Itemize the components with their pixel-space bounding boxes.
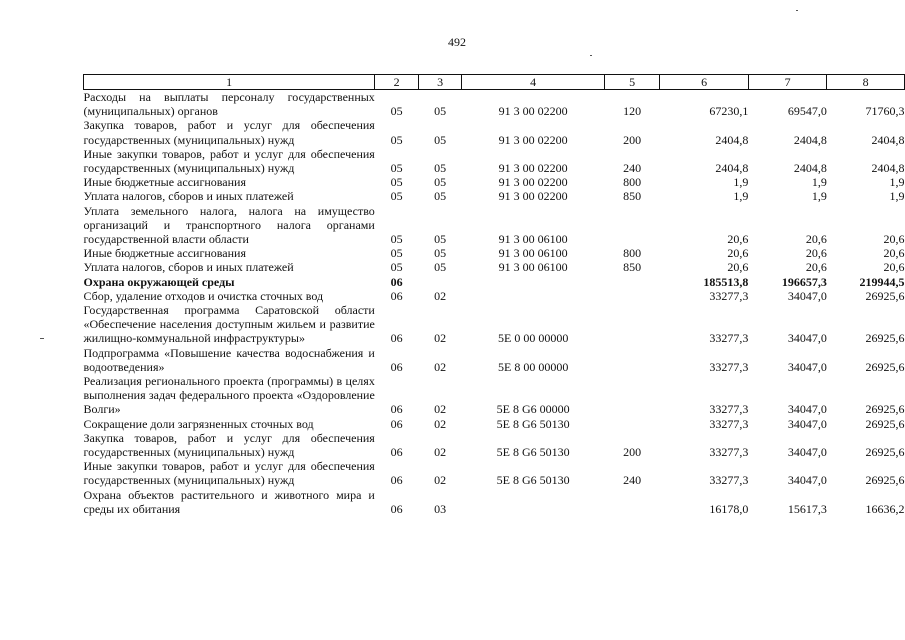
row-name: Сокращение доли загрязненных сточных вод [83, 416, 314, 431]
table-row [84, 289, 905, 303]
table-row [84, 175, 905, 189]
row-amount-year1: 20,6 [727, 246, 749, 261]
row-amount-year2: 20,6 [805, 260, 827, 275]
row-amount-year3: 2404,8 [871, 161, 905, 176]
row-amount-year2: 20,6 [805, 246, 827, 261]
row-amount-year1: 33277,3 [709, 359, 749, 374]
row-name: Иные бюджетные ассигнования [83, 175, 246, 190]
row-subsection: 03 [434, 501, 447, 516]
row-name: Уплата налогов, сборов и иных платежей [83, 189, 294, 204]
table-row [84, 204, 905, 247]
header-cell-7: 7 [748, 75, 827, 90]
row-amount-year2: 20,6 [805, 232, 827, 247]
row-amount-year2: 15617,3 [787, 501, 827, 516]
row-expense-type: 240 [623, 473, 642, 488]
row-subsection: 05 [434, 132, 447, 147]
row-expense-type [604, 289, 659, 303]
row-target-article: 91 3 00 02200 [498, 104, 568, 119]
row-target-article: 91 3 00 06100 [498, 246, 568, 261]
row-expense-type: 120 [623, 104, 642, 119]
row-expense-type [604, 374, 659, 417]
header-cell-4: 4 [462, 75, 604, 90]
row-subsection: 05 [434, 260, 447, 275]
row-name: Уплата земельного налога, налога на имущество организаций и транспортного налога органами государственной власти области [83, 203, 375, 247]
row-amount-year3: 1,9 [889, 189, 905, 204]
row-amount-year1: 33277,3 [709, 473, 749, 488]
row-name: Охрана окружающей среды [83, 274, 235, 289]
row-target-article: 5Е 8 G6 50130 [496, 445, 570, 460]
row-subsection: 05 [434, 232, 447, 247]
row-name: Иные закупки товаров, работ и услуг для обеспечения государственных (муниципальных) нужд [83, 146, 375, 176]
header-cell-1: 1 [84, 75, 375, 90]
row-amount-year1: 1,9 [733, 175, 749, 190]
table-row [84, 459, 905, 487]
row-expense-type [604, 303, 659, 346]
row-name: Иные закупки товаров, работ и услуг для обеспечения государственных (муниципальных) нужд [83, 459, 375, 488]
row-amount-year2: 1,9 [811, 189, 827, 204]
row-subsection: 05 [434, 104, 447, 119]
table-body [84, 90, 905, 517]
row-target-article: 91 3 00 02200 [498, 175, 568, 190]
row-expense-type: 200 [623, 132, 642, 147]
row-amount-year3: 20,6 [883, 246, 905, 261]
row-target-article: 5Е 8 00 00000 [498, 359, 569, 374]
row-subsection: 02 [434, 402, 447, 417]
row-amount-year2: 2404,8 [793, 132, 827, 147]
row-section: 06 [390, 359, 403, 374]
row-amount-year1: 185513,8 [703, 274, 749, 289]
table-row [84, 147, 905, 175]
row-target-article: 91 3 00 02200 [498, 132, 568, 147]
row-target-article: 91 3 00 02200 [498, 189, 568, 204]
row-name: Сбор, удаление отходов и очистка сточных вод [83, 288, 324, 303]
table-row [84, 260, 905, 274]
row-section: 06 [390, 416, 403, 431]
table-row [84, 189, 905, 203]
row-target-article [462, 488, 604, 516]
row-section: 06 [390, 445, 403, 460]
row-target-article: 91 3 00 06100 [498, 232, 568, 247]
row-expense-type [604, 488, 659, 516]
row-target-article: 5Е 8 G6 50130 [496, 473, 570, 488]
row-name: Реализация регионального проекта (программы) в целях выполнения задач федерального проекта «Оздоровление Волги» [83, 374, 375, 417]
table-header-row [84, 75, 905, 90]
row-amount-year3: 26925,6 [865, 288, 905, 303]
row-subsection: 05 [434, 161, 447, 176]
row-section: 05 [390, 189, 403, 204]
row-amount-year3: 20,6 [883, 260, 905, 275]
row-amount-year2: 34047,0 [787, 359, 827, 374]
table-row [84, 246, 905, 260]
row-amount-year1: 33277,3 [709, 416, 749, 431]
row-name: Подпрограмма «Повышение качества водоснабжения и водоотведения» [83, 345, 375, 374]
row-amount-year2: 34047,0 [787, 416, 827, 431]
row-amount-year3: 1,9 [889, 175, 905, 190]
row-expense-type [604, 204, 659, 247]
row-subsection: 02 [434, 416, 447, 431]
row-section: 06 [390, 274, 403, 289]
row-target-article: 91 3 00 02200 [498, 161, 568, 176]
row-amount-year2: 34047,0 [787, 402, 827, 417]
row-amount-year2: 2404,8 [793, 161, 827, 176]
row-amount-year3: 16636,2 [865, 501, 905, 516]
row-expense-type: 200 [623, 445, 642, 460]
row-expense-type: 800 [623, 246, 642, 261]
row-amount-year3: 26925,6 [865, 359, 905, 374]
row-expense-type [604, 275, 659, 289]
row-amount-year1: 1,9 [733, 189, 749, 204]
row-section: 05 [390, 246, 403, 261]
row-subsection: 05 [434, 246, 447, 261]
row-name: Закупка товаров, работ и услуг для обеспечения государственных (муниципальных) нужд [83, 430, 375, 460]
row-amount-year1: 67230,1 [709, 104, 749, 119]
row-amount-year2: 1,9 [811, 175, 827, 190]
row-name: Расходы на выплаты персоналу государственных (муниципальных) органов [83, 90, 375, 119]
row-amount-year3: 26925,6 [865, 402, 905, 417]
page-number: 492 [448, 35, 466, 49]
scan-speck [40, 338, 44, 339]
row-amount-year2: 69547,0 [787, 104, 827, 119]
header-cell-8: 8 [827, 75, 905, 90]
header-cell-3: 3 [418, 75, 462, 90]
table-row [84, 118, 905, 146]
table-row [84, 275, 905, 289]
row-subsection: 05 [434, 189, 447, 204]
row-amount-year2: 34047,0 [787, 288, 827, 303]
table-row [84, 303, 905, 346]
row-expense-type [604, 417, 659, 431]
header-cell-2: 2 [375, 75, 419, 90]
row-amount-year3: 71760,3 [865, 104, 905, 119]
header-cell-6: 6 [660, 75, 748, 90]
table-row [84, 346, 905, 374]
row-amount-year1: 33277,3 [709, 288, 749, 303]
row-amount-year2: 34047,0 [787, 331, 827, 346]
row-amount-year1: 20,6 [727, 260, 749, 275]
row-expense-type: 240 [623, 161, 642, 176]
row-name: Охрана объектов растительного и животного мира и среды их обитания [83, 487, 375, 516]
row-amount-year3: 20,6 [883, 232, 905, 247]
row-section: 06 [390, 501, 403, 516]
row-section: 05 [390, 175, 403, 190]
table-row [84, 90, 905, 119]
scan-speck [796, 10, 798, 11]
row-section: 05 [390, 232, 403, 247]
row-amount-year3: 2404,8 [871, 132, 905, 147]
row-subsection: 02 [434, 331, 447, 346]
row-section: 06 [390, 473, 403, 488]
row-amount-year2: 196657,3 [781, 274, 827, 289]
row-amount-year1: 20,6 [727, 232, 749, 247]
row-amount-year1: 2404,8 [715, 132, 749, 147]
row-expense-type: 800 [623, 175, 642, 190]
table-row [84, 431, 905, 459]
row-expense-type: 850 [623, 189, 642, 204]
row-amount-year3: 219944,5 [859, 274, 905, 289]
row-amount-year2: 34047,0 [787, 445, 827, 460]
row-section: 06 [390, 331, 403, 346]
row-amount-year2: 34047,0 [787, 473, 827, 488]
row-section: 05 [390, 132, 403, 147]
row-expense-type: 850 [623, 260, 642, 275]
row-amount-year3: 26925,6 [865, 473, 905, 488]
table-row [84, 488, 905, 516]
row-name: Иные бюджетные ассигнования [83, 246, 246, 261]
row-subsection: 02 [434, 359, 447, 374]
row-subsection [418, 275, 462, 289]
row-subsection: 02 [434, 288, 447, 303]
row-subsection: 02 [434, 473, 447, 488]
row-amount-year3: 26925,6 [865, 331, 905, 346]
row-amount-year1: 2404,8 [715, 161, 749, 176]
row-section: 05 [390, 104, 403, 119]
row-amount-year3: 26925,6 [865, 416, 905, 431]
row-amount-year3: 26925,6 [865, 445, 905, 460]
row-name: Государственная программа Саратовской области «Обеспечение населения доступным жильем и развитие жилищно-коммунальной инфраструктуры» [83, 303, 375, 346]
row-name: Закупка товаров, работ и услуг для обеспечения государственных (муниципальных) нужд [83, 118, 375, 147]
row-section: 06 [390, 402, 403, 417]
row-subsection: 02 [434, 445, 447, 460]
row-amount-year1: 33277,3 [709, 331, 749, 346]
table-row [84, 374, 905, 417]
row-target-article: 5Е 0 00 00000 [498, 331, 569, 346]
table-row [84, 417, 905, 431]
row-section: 05 [390, 161, 403, 176]
row-amount-year1: 16178,0 [709, 501, 749, 516]
row-target-article: 91 3 00 06100 [498, 260, 568, 275]
row-section: 05 [390, 260, 403, 275]
row-target-article: 5Е 8 G6 00000 [496, 402, 570, 417]
header-cell-5: 5 [604, 75, 659, 90]
row-amount-year1: 33277,3 [709, 445, 749, 460]
budget-table [83, 74, 905, 516]
row-name: Уплата налогов, сборов и иных платежей [83, 260, 294, 275]
row-subsection: 05 [434, 175, 447, 190]
row-target-article: 5Е 8 G6 50130 [496, 416, 570, 431]
scan-speck [590, 55, 592, 56]
row-target-article [462, 289, 604, 303]
row-target-article [462, 275, 604, 289]
row-amount-year1: 33277,3 [709, 402, 749, 417]
row-expense-type [604, 346, 659, 374]
row-section: 06 [390, 288, 403, 303]
